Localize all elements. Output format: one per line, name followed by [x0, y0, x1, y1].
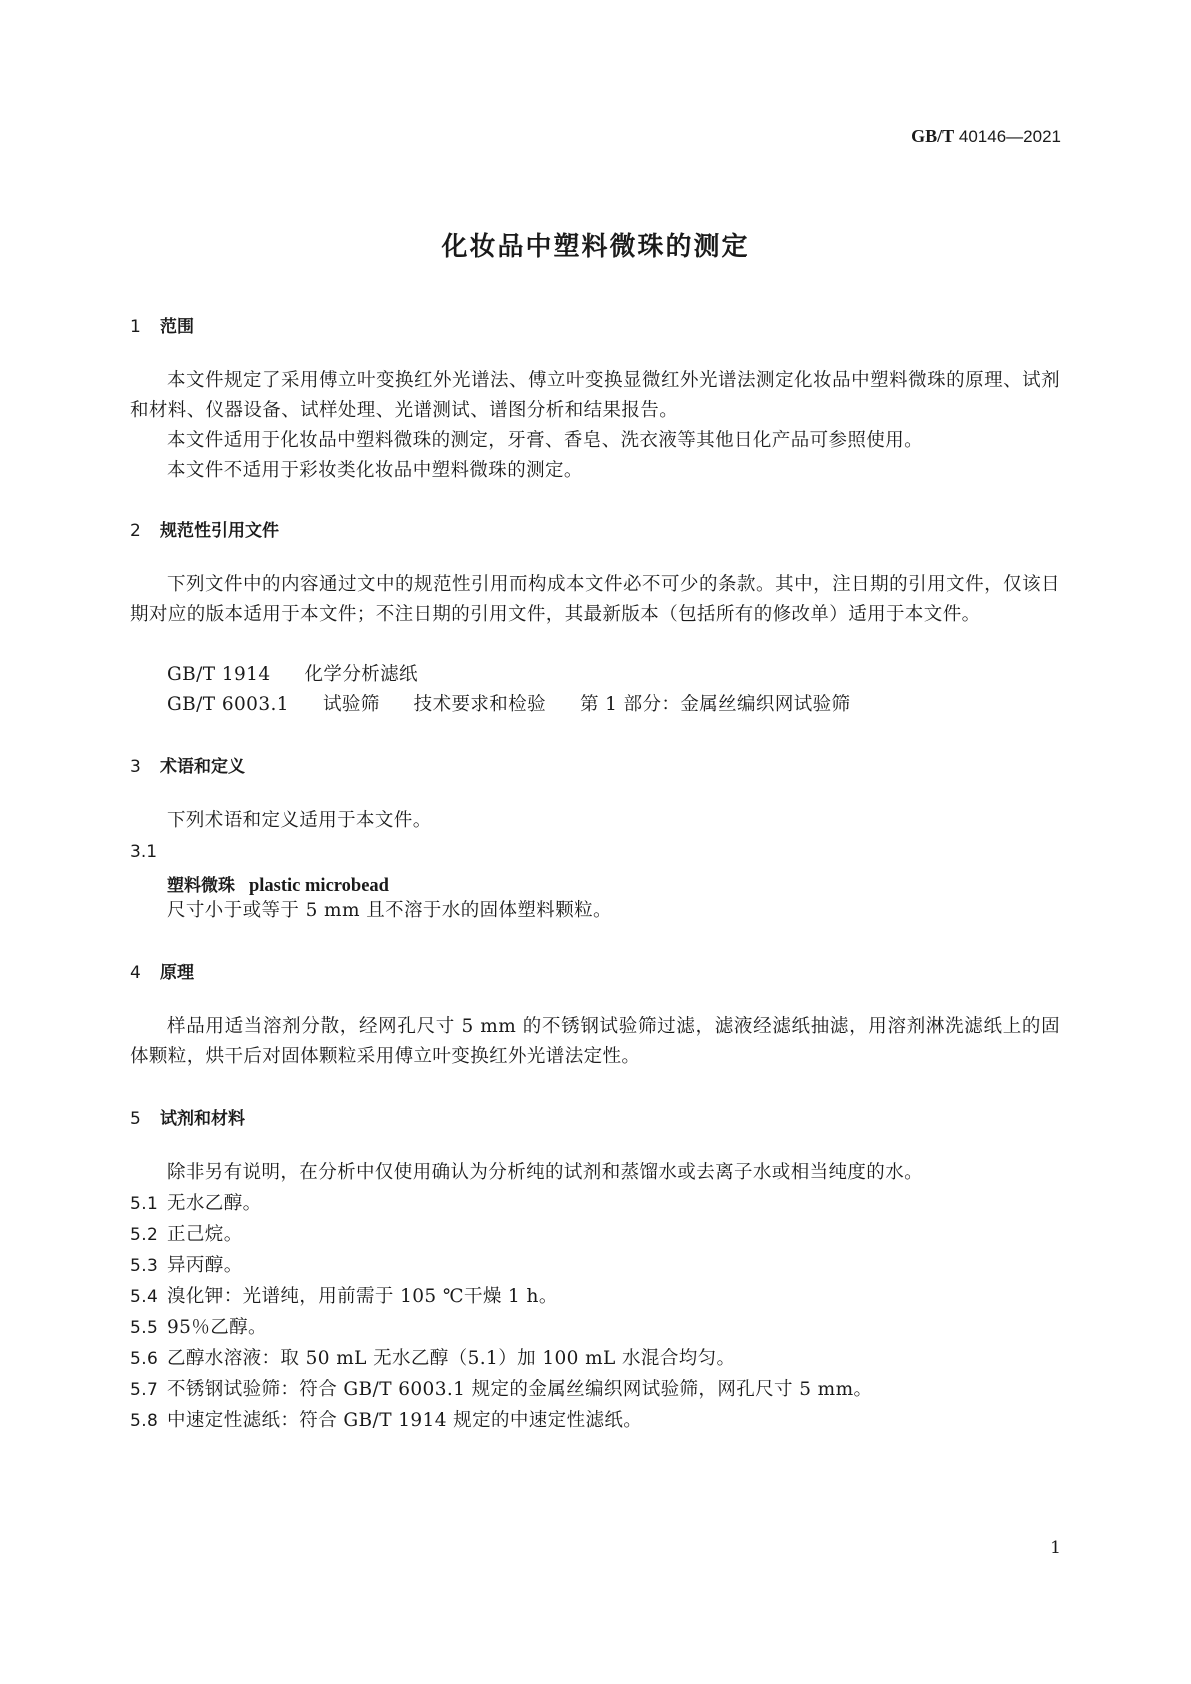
list-item [130, 1313, 267, 1343]
section-2-paragraph-1: 下列文件中的内容通过文中的规范性引用而构成本文件必不可少的条款。其中，注日期的引用文件，仅该日期对应的版本适用于本文件；不注日期的引用文件，其最新版本（包括所有的修改单）适用于本文件。 [130, 574, 1060, 625]
item-number: 5.6 [130, 1349, 159, 1369]
item-number: 5.5 [130, 1318, 159, 1338]
section-3-paragraph-1: 下列术语和定义适用于本文件。 [167, 810, 432, 831]
section-number: 2 [130, 521, 141, 541]
item-number: 5.8 [130, 1411, 159, 1431]
reference-code: GB/T 1914 [167, 664, 271, 685]
term-definition: 尺寸小于或等于 5 mm 且不溶于水的固体塑料颗粒。 [167, 900, 612, 921]
standard-number [911, 126, 1061, 147]
item-text: 正己烷。 [167, 1224, 243, 1245]
reference-code: GB/T 6003.1 [167, 694, 289, 715]
item-number: 5.2 [130, 1225, 159, 1245]
list-item [130, 1375, 872, 1405]
section-5-heading [130, 1104, 245, 1129]
list-item [130, 1344, 735, 1374]
section-number: 1 [130, 317, 141, 337]
section-title: 范围 [160, 317, 194, 337]
section-3-heading [130, 752, 245, 777]
reference-title-part-3: 第 1 部分：金属丝编织网试验筛 [579, 694, 851, 715]
term-chinese: 塑料微珠 [167, 876, 235, 896]
list-item [130, 1282, 558, 1312]
section-2-heading [130, 516, 279, 541]
section-1-paragraph-3: 本文件不适用于彩妆类化妆品中塑料微珠的测定。 [167, 460, 583, 481]
standard-prefix: GB/T [911, 126, 955, 146]
normative-reference-1 [167, 660, 418, 690]
reference-title-part-1: 试验筛 [322, 694, 380, 715]
section-1-paragraph-2: 本文件适用于化妆品中塑料微珠的测定，牙膏、香皂、洗衣液等其他日化产品可参照使用。 [167, 430, 924, 451]
list-item [130, 1220, 243, 1250]
page-number: 1 [1050, 1538, 1061, 1558]
section-title: 规范性引用文件 [160, 521, 279, 541]
item-text: 溴化钾：光谱纯，用前需于 105 ℃干燥 1 h。 [167, 1286, 558, 1307]
term-english: plastic microbead [249, 876, 389, 896]
section-title: 术语和定义 [160, 757, 245, 777]
section-4-paragraph-1: 样品用适当溶剂分散，经网孔尺寸 5 mm 的不锈钢试验筛过滤，滤液经滤纸抽滤，用溶剂淋洗滤纸上的固体颗粒，烘干后对固体颗粒采用傅立叶变换红外光谱法定性。 [130, 1016, 1060, 1067]
list-item [130, 1251, 243, 1281]
reference-title-part-2: 技术要求和检验 [413, 694, 546, 715]
item-text: 乙醇水溶液：取 50 mL 无水乙醇（5.1）加 100 mL 水混合均匀。 [167, 1348, 736, 1369]
section-number: 4 [130, 963, 141, 983]
item-text: 异丙醇。 [167, 1255, 243, 1276]
clause-3-1-number: 3.1 [130, 842, 158, 862]
reference-title: 化学分析滤纸 [304, 664, 418, 685]
section-number: 5 [130, 1109, 141, 1129]
list-item [130, 1189, 262, 1219]
item-number: 5.1 [130, 1194, 159, 1214]
term-entry [167, 871, 389, 897]
section-1-paragraph-1: 本文件规定了采用傅立叶变换红外光谱法、傅立叶变换显微红外光谱法测定化妆品中塑料微珠的原理、试剂和材料、仪器设备、试样处理、光谱测试、谱图分析和结果报告。 [130, 370, 1060, 421]
normative-reference-2 [167, 690, 850, 720]
section-5-paragraph-1: 除非另有说明，在分析中仅使用确认为分析纯的试剂和蒸馏水或去离子水或相当纯度的水。 [167, 1162, 924, 1183]
section-4-heading [130, 958, 194, 983]
section-title: 试剂和材料 [160, 1109, 245, 1129]
item-number: 5.4 [130, 1287, 159, 1307]
document-title: 化妆品中塑料微珠的测定 [441, 232, 750, 262]
item-text: 中速定性滤纸：符合 GB/T 1914 规定的中速定性滤纸。 [167, 1410, 643, 1431]
section-title: 原理 [160, 963, 194, 983]
item-text: 95％乙醇。 [167, 1317, 267, 1338]
item-text: 不锈钢试验筛：符合 GB/T 6003.1 规定的金属丝编织网试验筛，网孔尺寸 5 mm。 [167, 1379, 873, 1400]
standard-code: 40146—2021 [954, 127, 1061, 146]
section-number: 3 [130, 757, 141, 777]
section-1-heading [130, 312, 194, 337]
item-number: 5.3 [130, 1256, 159, 1276]
item-text: 无水乙醇。 [167, 1193, 262, 1214]
list-item [130, 1406, 642, 1436]
item-number: 5.7 [130, 1380, 159, 1400]
